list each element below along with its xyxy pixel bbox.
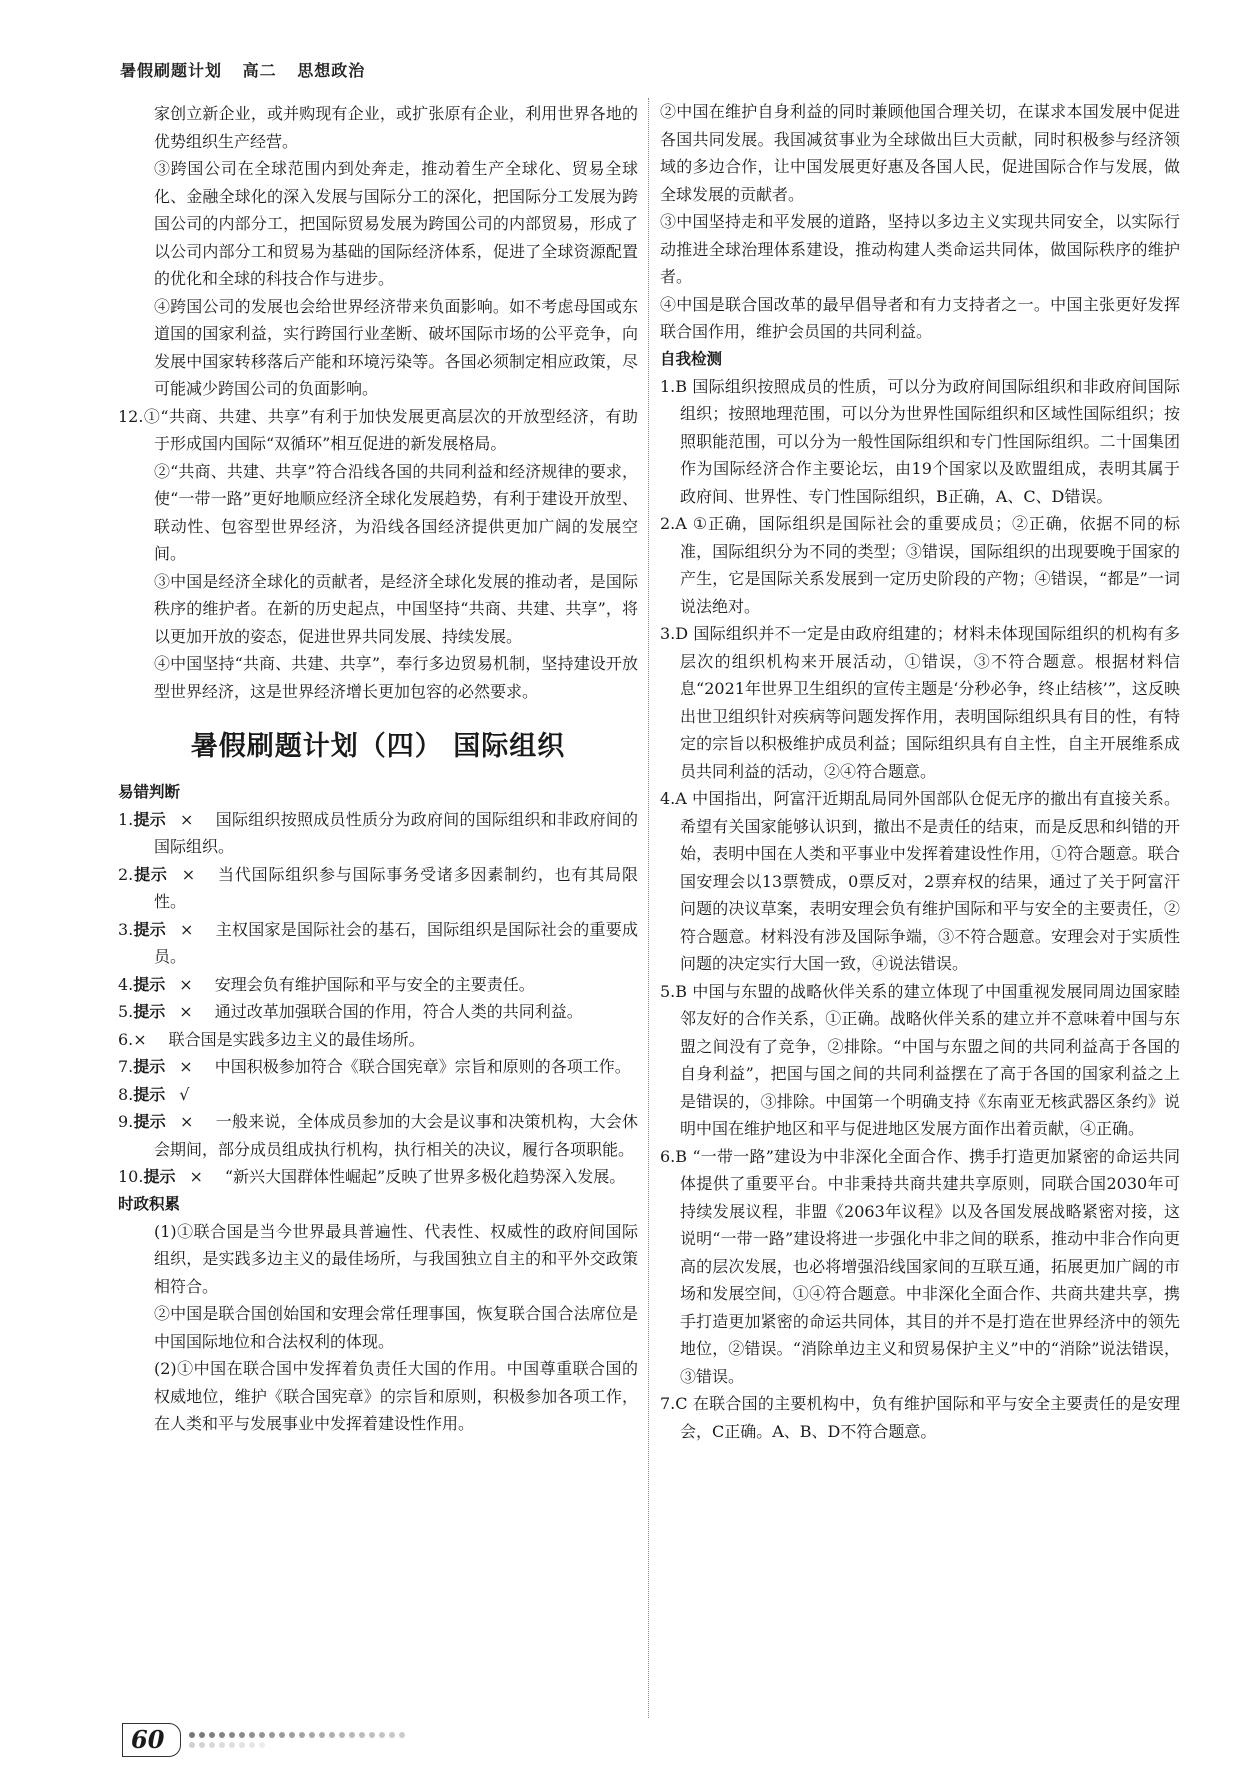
item-text: 联合国是实践多边主义的最佳场所。 (168, 1029, 425, 1049)
tip-label: 提示 (133, 1057, 166, 1076)
self-check-item: 7.C 在联合国的主要机构中，负有维护国际和平与安全主要责任的是安理会，C正确。A、B、D不符合题意。 (660, 1394, 1180, 1441)
item-text: 主权国家是国际社会的基石，国际组织是国际社会的重要成员。 (154, 919, 638, 966)
item-number: 2. (118, 864, 134, 884)
answer-paragraph: ②“共商、共建、共享”符合沿线各国的共同利益和经济规律的要求，使“一带一路”更好地顺应经济全球化发展趋势，有利于建设开放型、联动性、包容型世界经济，为沿线各国经济提供更加广阔的发展空间。 (154, 461, 638, 563)
judgement-mark: × (181, 864, 196, 884)
answer-paragraph: 家创立新企业，或并购现有企业，或扩张原有企业，利用世界各地的优势组织生产经营。 (154, 104, 638, 151)
answer-paragraph: ②中国在维护自身利益的同时兼顾他国合理关切，在谋求本国发展中促进各国共同发展。我国减贫事业为全球做出巨大贡献，同时积极参与经济领域的多边合作，让中国发展更好惠及各国人民，促进国际合作与发展，做全球发展的贡献者。 (660, 102, 1180, 204)
self-check-list (660, 373, 1180, 1446)
tip-label: 提示 (133, 919, 167, 939)
answer-continuation-right (660, 98, 1180, 346)
judgement-mark: × (133, 1029, 147, 1049)
answer-paragraph: ③中国是经济全球化的贡献者，是经济全球化发展的推动者，是国际秩序的维护者。在新的历史起点，中国坚持“共商、共建、共享”，将以更加开放的姿态，促进世界共同发展、持续发展。 (154, 571, 638, 646)
judgement-mark: √ (179, 1084, 190, 1104)
tip-label: 提示 (133, 864, 168, 884)
self-check-heading: 自我检测 (660, 349, 723, 368)
error-judgement-item (118, 916, 638, 971)
page-header (120, 58, 379, 81)
error-judgement-item (118, 1053, 638, 1081)
item-text: 当代国际组织参与国际事务受诸多因素制约，也有其局限性。 (154, 864, 638, 911)
answer-paragraph: 12.①“共商、共建、共享”有利于加快发展更高层次的开放型经济，有助于形成国内国际“双循环”相互促进的新发展格局。 (118, 406, 638, 453)
item-number: 8. (118, 1084, 134, 1104)
tip-label: 提示 (133, 809, 167, 829)
judgement-mark: × (189, 1167, 203, 1186)
error-judgement-list (118, 806, 638, 1191)
item-text: 一般来说，全体成员参加的大会是议事和决策机构，大会休会期间，部分成员组成执行机构，执行相关的决议，履行各项职能。 (154, 1112, 638, 1159)
error-judgement-item (118, 1081, 638, 1109)
error-judgement-item (118, 806, 638, 861)
item-number: 4. (118, 974, 134, 994)
current-affairs-list (118, 1218, 638, 1438)
footer-dots-decoration (189, 1732, 409, 1748)
current-affairs-paragraph: ②中国是联合国创始国和安理会常任理事国，恢复联合国合法席位是中国国际地位和合法权利的体现。 (154, 1304, 638, 1351)
item-text: 安理会负有维护国际和平与安全的主要责任。 (214, 974, 535, 994)
self-check-item: 5.B 中国与东盟的战略伙伴关系的建立体现了中国重视发展同周边国家睦邻友好的合作关系，①正确。战略伙伴关系的建立并不意味着中国与东盟之间没有了竞争，②排除。“中国与东盟之间的共同利益高于各国的自身利益”，把国与国之间的共同利益摆在了高于各国的国家利益之上是错误的，③排除。中国第一个明确支持《东南亚无核武器区条约》说明中国在维护地区和平与促进地区发展方面作出着贡献，④正确。 (660, 981, 1180, 1138)
header-series: 暑假刷题计划 (120, 61, 223, 80)
self-check-item: 6.B “一带一路”建设为中非深化全面合作、携手打造更加紧密的命运共同体提供了重要平台。中非秉持共商共建共享原则，同联合国2030年可持续发展议程，非盟《2063年议程》以及各国发展战略紧密对接，这说明“一带一路”建设将进一步强化中非之间的联系，推动中非合作向更高的层次发展，也必将增强沿线国家间的互联互通，拓展更加广阔的市场和发展空间，①④符合题意。中非深化全面合作、共商共建共享，携手打造更加紧密的命运共同体，其目的并不是打造在世界经济中的领先地位，②错误。“消除单边主义和贸易保护主义”中的“消除”说法错误，③错误。 (660, 1146, 1180, 1386)
error-judgement-item (118, 1026, 638, 1054)
error-judgement-item (118, 1108, 638, 1163)
answer-continuation (118, 100, 638, 705)
judgement-mark: × (179, 1002, 193, 1021)
judgement-mark: × (179, 974, 193, 994)
item-number: 10. (118, 1167, 144, 1186)
current-affairs-heading: 时政积累 (118, 1194, 181, 1213)
current-affairs-paragraph: (2)①中国在联合国中发挥着负责任大国的作用。中国尊重联合国的权威地位，维护《联合国宪章》的宗旨和原则，积极参加各项工作，在人类和平与发展事业中发挥着建设性作用。 (154, 1359, 638, 1433)
judgement-mark: × (180, 809, 194, 829)
error-judgement-heading: 易错判断 (118, 782, 181, 801)
error-judgement-item (118, 861, 638, 916)
self-check-item: 3.D 国际组织并不一定是由政府组建的；材料未体现国际组织的机构有多层次的组织机构来开展活动，①错误，③不符合题意。根据材料信息“2021年世界卫生组织的宣传主题是‘分秒必争，终止结核’”，这反映出世卫组织针对疾病等问题发挥作用，表明国际组织具有目的性，有特定的宗旨以积极维护成员利益；国际组织具有自主性，自主开展维系成员共同利益的活动，②④符合题意。 (660, 624, 1180, 781)
judgement-mark: × (180, 1112, 194, 1131)
left-column (118, 100, 638, 1438)
item-text: 通过改革加强联合国的作用，符合人类的共同利益。 (214, 1002, 583, 1021)
answer-paragraph: ④跨国公司的发展也会给世界经济带来负面影响。如不考虑母国或东道国的国家利益，实行跨国行业垄断、破坏国际市场的公平竞争，向发展中国家转移落后产能和环境污染等。各国必须制定相应政策，尽可能减少跨国公司的负面影响。 (154, 296, 638, 398)
error-judgement-item (118, 998, 638, 1026)
answer-paragraph: ④中国是联合国改革的最早倡导者和有力支持者之一。中国主张更好发挥联合国作用，维护会员国的共同利益。 (660, 294, 1180, 341)
self-check-item: 4.A 中国指出，阿富汗近期乱局同外国部队仓促无序的撤出有直接关系。希望有关国家能够认识到，撤出不是责任的结束，而是反思和纠错的开始，表明中国在人类和平事业中发挥着建设性作用，①符合题意。联合国安理会以13票赞成，0票反对，2票弃权的结果，通过了关于阿富汗问题的决议草案，表明安理会负有维护国际和平与安全的主要责任，②符合题意。材料没有涉及国际争端，③不符合题意。安理会对于实质性问题的决定实行大国一致，④说法错误。 (660, 789, 1180, 973)
header-subject: 思想政治 (297, 61, 366, 80)
item-text: 国际组织按照成员性质分为政府间的国际组织和非政府间的国际组织。 (154, 809, 638, 856)
page-number: 60 (122, 1723, 181, 1757)
tip-label: 提示 (133, 1002, 166, 1021)
item-number: 3. (118, 919, 134, 939)
error-judgement-item (118, 1163, 638, 1191)
current-affairs-paragraph: (1)①联合国是当今世界最具普遍性、代表性、权威性的政府间国际组织，是实践多边主义的最佳场所，与我国独立自主的和平外交政策相符合。 (154, 1221, 638, 1296)
item-text: “新兴大国群体性崛起”反映了世界多极化趋势深入发展。 (224, 1167, 626, 1186)
page-footer (122, 1723, 409, 1757)
section-title: 暑假刷题计划（四） 国际组织 (190, 731, 566, 762)
tip-label: 提示 (143, 1167, 176, 1186)
item-number: 1. (118, 809, 134, 829)
answer-paragraph: ③跨国公司在全球范围内到处奔走，推动着生产全球化、贸易全球化、金融全球化的深入发展与国际分工的深化，把国际分工发展为跨国公司的内部分工，把国际贸易发展为跨国公司的内部贸易，形成了以公司内部分工和贸易为基础的国际经济体系，促进了全球资源配置的优化和全球的科技合作与进步。 (154, 159, 638, 288)
self-check-item: 2.A ①正确，国际组织是国际社会的重要成员；②正确，依据不同的标准，国际组织分为不同的类型；③错误，国际组织的出现要晚于国家的产生，它是国际关系发展到一定历史阶段的产物；④错误，“都是”一词说法绝对。 (660, 514, 1180, 616)
right-column (660, 98, 1180, 1445)
answer-paragraph: ④中国坚持“共商、共建、共享”，奉行多边贸易机制，坚持建设开放型世界经济，这是世界经济增长更加包容的必然要求。 (154, 654, 638, 701)
column-divider (648, 98, 649, 1718)
answer-paragraph: ③中国坚持走和平发展的道路，坚持以多边主义实现共同安全，以实际行动推进全球治理体系建设，推动构建人类命运共同体，做国际秩序的维护者。 (660, 212, 1180, 286)
judgement-mark: × (180, 919, 194, 939)
item-number: 5. (118, 1002, 134, 1021)
tip-label: 提示 (133, 1084, 166, 1104)
header-grade: 高二 (242, 61, 277, 80)
tip-label: 提示 (133, 1112, 167, 1131)
judgement-mark: × (179, 1057, 193, 1076)
tip-label: 提示 (133, 974, 166, 994)
item-number: 7. (118, 1057, 134, 1076)
error-judgement-item (118, 971, 638, 999)
item-number: 6. (118, 1029, 134, 1049)
self-check-item: 1.B 国际组织按照成员的性质，可以分为政府间国际组织和非政府间国际组织；按照地理范围，可以分为世界性国际组织和区域性国际组织；按照职能范围，可以分为一般性国际组织和专门性国际组织。二十国集团作为国际经济合作主要论坛，由19个国家以及欧盟组成，表明其属于政府间、世界性、专门性国际组织，B正确，A、C、D错误。 (660, 376, 1180, 506)
item-text: 中国积极参加符合《联合国宪章》宗旨和原则的各项工作。 (214, 1057, 631, 1076)
item-number: 9. (118, 1112, 134, 1131)
